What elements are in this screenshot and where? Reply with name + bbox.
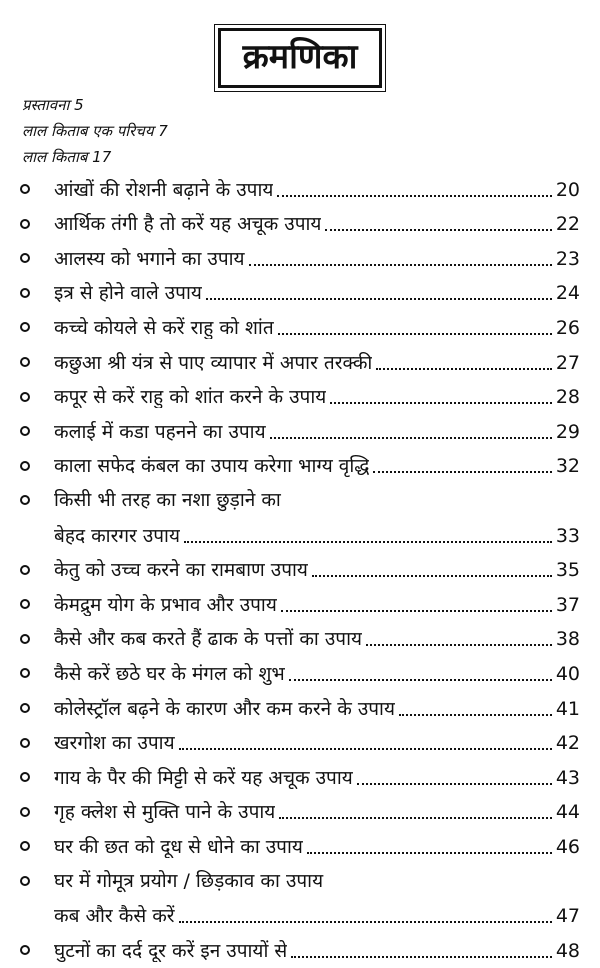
toc-entry-line — [0, 829, 600, 864]
toc-entry-title: आर्थिक तंगी है तो करें यह अचूक उपाय — [54, 213, 322, 236]
toc-entry — [0, 207, 600, 242]
toc-entry-page-number: 38 — [555, 628, 580, 651]
dot-leader — [325, 229, 551, 231]
toc-entry — [0, 760, 600, 795]
toc-entry-page-number: 46 — [555, 835, 580, 858]
table-of-contents — [0, 172, 600, 968]
circle-bullet-icon — [20, 772, 30, 782]
toc-entry-line — [0, 518, 600, 553]
toc-entry-line — [0, 760, 600, 795]
toc-entry — [0, 345, 600, 380]
toc-entry-page-number: 20 — [555, 178, 580, 201]
dot-leader — [206, 298, 552, 300]
toc-entry-title: किसी भी तरह का नशा छुड़ाने का — [54, 489, 281, 512]
toc-entry-title: इत्र से होने वाले उपाय — [54, 282, 202, 305]
toc-entry — [0, 310, 600, 345]
toc-entry-line — [0, 864, 600, 899]
dot-leader — [376, 368, 551, 370]
toc-entry-page-number: 22 — [555, 213, 580, 236]
toc-entry-line — [0, 622, 600, 657]
circle-bullet-icon — [20, 357, 30, 367]
toc-entry-title: घुटनों का दर्द दूर करें इन उपायों से — [54, 939, 288, 962]
toc-entry-page-number: 43 — [555, 766, 580, 789]
circle-bullet-icon — [20, 668, 30, 678]
toc-entry-page-number: 37 — [555, 593, 580, 616]
toc-entry — [0, 276, 600, 311]
toc-entry-title: काला सफेद कंबल का उपाय करेगा भाग्य वृद्धि — [54, 455, 370, 478]
dot-leader — [279, 817, 551, 819]
toc-entry-line — [0, 933, 600, 968]
intro-list — [22, 92, 168, 170]
toc-entry — [0, 483, 600, 552]
toc-entry-page-number: 40 — [555, 662, 580, 685]
toc-entry — [0, 553, 600, 588]
circle-bullet-icon — [20, 634, 30, 644]
dot-leader — [179, 921, 552, 923]
toc-entry-page-number: 41 — [555, 697, 580, 720]
toc-entry-page-number: 26 — [555, 316, 580, 339]
circle-bullet-icon — [20, 461, 30, 471]
dot-leader — [312, 575, 552, 577]
dot-leader — [366, 644, 552, 646]
circle-bullet-icon — [20, 876, 30, 886]
toc-entry — [0, 380, 600, 415]
toc-entry-page-number: 35 — [555, 559, 580, 582]
toc-entry — [0, 622, 600, 657]
dot-leader — [270, 437, 552, 439]
circle-bullet-icon — [20, 599, 30, 609]
intro-line: लाल किताब एक परिचय 7 — [22, 122, 168, 140]
circle-bullet-icon — [20, 322, 30, 332]
toc-entry-title: कच्चे कोयले से करें राहु को शांत — [54, 316, 274, 339]
circle-bullet-icon — [20, 945, 30, 955]
toc-entry-title: गाय के पैर की मिट्टी से करें यह अचूक उपाय — [54, 766, 353, 789]
circle-bullet-icon — [20, 219, 30, 229]
toc-entry-title: केतु को उच्च करने का रामबाण उपाय — [54, 559, 308, 582]
circle-bullet-icon — [20, 495, 30, 505]
toc-entry-line — [0, 483, 600, 518]
toc-entry — [0, 414, 600, 449]
toc-entry-page-number: 28 — [555, 386, 580, 409]
toc-entry-line — [0, 587, 600, 622]
toc-entry-title: घर की छत को दूध से धोने का उपाय — [54, 835, 303, 858]
toc-entry-title: कब और कैसे करें — [54, 905, 175, 928]
circle-bullet-icon — [20, 703, 30, 713]
toc-entry-title: कोलेस्ट्रॉल बढ़ने के कारण और कम करने के उपाय — [54, 697, 395, 720]
toc-entry-line — [0, 795, 600, 830]
toc-entry-title: गृह क्लेश से मुक्ति पाने के उपाय — [54, 801, 276, 824]
toc-entry-page-number: 27 — [555, 351, 580, 374]
toc-entry-title: घर में गोमूत्र प्रयोग / छिड़काव का उपाय — [54, 869, 324, 892]
title-area — [0, 28, 600, 88]
toc-entry — [0, 587, 600, 622]
toc-entry-title: आंखों की रोशनी बढ़ाने के उपाय — [54, 178, 274, 201]
dot-leader — [307, 852, 552, 854]
toc-entry — [0, 829, 600, 864]
toc-entry-page-number: 24 — [555, 282, 580, 305]
dot-leader — [249, 264, 552, 266]
toc-entry-line — [0, 898, 600, 933]
toc-entry-line — [0, 553, 600, 588]
toc-entry-page-number: 32 — [555, 455, 580, 478]
circle-bullet-icon — [20, 841, 30, 851]
toc-entry — [0, 449, 600, 484]
intro-line: लाल किताब 17 — [22, 148, 112, 166]
toc-entry-line — [0, 726, 600, 761]
dot-leader — [184, 541, 552, 543]
circle-bullet-icon — [20, 565, 30, 575]
dot-leader — [357, 783, 552, 785]
toc-entry — [0, 795, 600, 830]
toc-entry — [0, 241, 600, 276]
circle-bullet-icon — [20, 738, 30, 748]
dot-leader — [281, 610, 552, 612]
toc-entry-page-number: 23 — [555, 247, 580, 270]
toc-entry-page-number: 33 — [555, 524, 580, 547]
toc-entry-line — [0, 380, 600, 415]
circle-bullet-icon — [20, 392, 30, 402]
dot-leader — [291, 956, 552, 958]
toc-entry — [0, 691, 600, 726]
circle-bullet-icon — [20, 426, 30, 436]
toc-entry-line — [0, 414, 600, 449]
toc-entry-line — [0, 241, 600, 276]
toc-entry — [0, 864, 600, 933]
toc-entry-title: कैसे और कब करते हैं ढाक के पत्तों का उपाय — [54, 628, 363, 651]
toc-entry-page-number: 47 — [555, 905, 580, 928]
toc-entry-page-number: 29 — [555, 420, 580, 443]
toc-entry — [0, 933, 600, 968]
dot-leader — [179, 748, 552, 750]
toc-entry-title: कैसे करें छठे घर के मंगल को शुभ — [54, 662, 285, 685]
toc-entry-line — [0, 656, 600, 691]
toc-entry-title: खरगोश का उपाय — [54, 732, 175, 755]
toc-entry — [0, 172, 600, 207]
toc-entry-title: केमद्रुम योग के प्रभाव और उपाय — [54, 593, 277, 616]
toc-entry-title: कपूर से करें राहु को शांत करने के उपाय — [54, 386, 327, 409]
dot-leader — [277, 195, 551, 197]
toc-entry-line — [0, 276, 600, 311]
circle-bullet-icon — [20, 288, 30, 298]
circle-bullet-icon — [20, 184, 30, 194]
toc-entry-line — [0, 172, 600, 207]
toc-entry-line — [0, 207, 600, 242]
intro-line: प्रस्तावना 5 — [22, 96, 84, 114]
toc-entry-title: आलस्य को भगाने का उपाय — [54, 247, 245, 270]
toc-entry — [0, 656, 600, 691]
toc-entry — [0, 726, 600, 761]
toc-entry-title: कछुआ श्री यंत्र से पाए व्यापार में अपार तरक्की — [54, 351, 373, 374]
toc-entry-title: बेहद कारगर उपाय — [54, 524, 181, 547]
toc-entry-page-number: 42 — [555, 732, 580, 755]
dot-leader — [373, 471, 551, 473]
toc-entry-line — [0, 449, 600, 484]
circle-bullet-icon — [20, 253, 30, 263]
dot-leader — [399, 714, 552, 716]
toc-entry-page-number: 44 — [555, 801, 580, 824]
toc-entry-line — [0, 691, 600, 726]
toc-entry-line — [0, 345, 600, 380]
toc-entry-line — [0, 310, 600, 345]
circle-bullet-icon — [20, 807, 30, 817]
dot-leader — [278, 333, 552, 335]
dot-leader — [289, 679, 552, 681]
toc-entry-title: कलाई में कडा पहनने का उपाय — [54, 420, 266, 443]
toc-entry-page-number: 48 — [555, 939, 580, 962]
page-title: क्रमणिका — [218, 28, 383, 88]
dot-leader — [330, 402, 552, 404]
